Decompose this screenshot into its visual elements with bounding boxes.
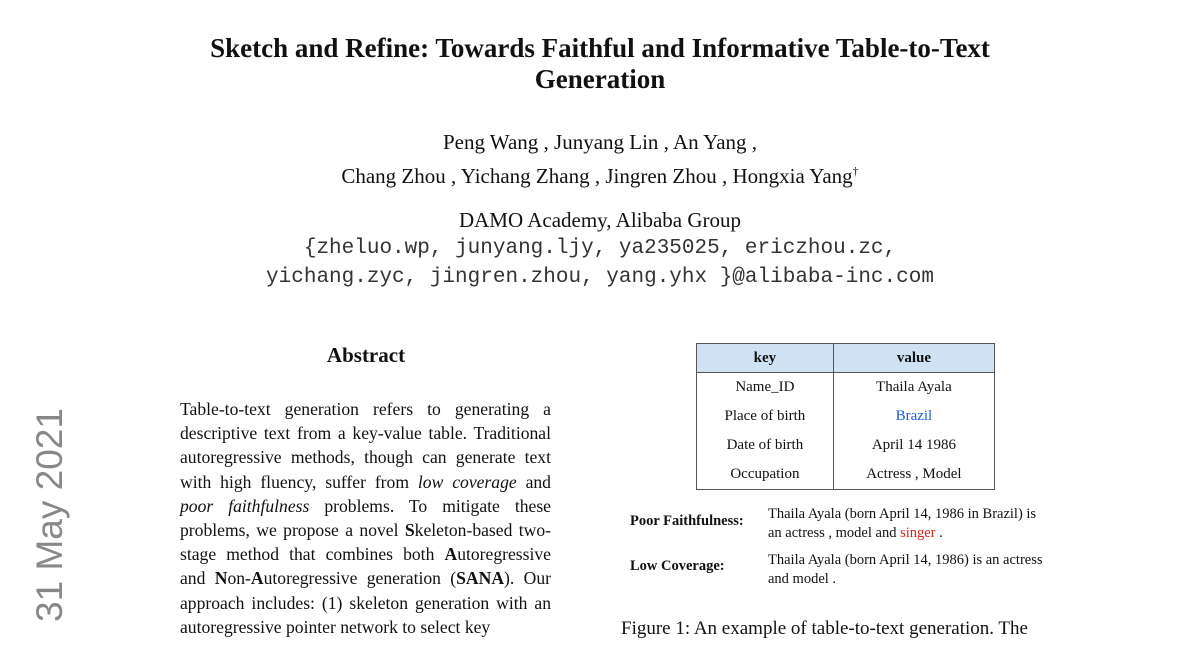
abstract-body [180,397,551,639]
table-cell-value: Thaila Ayala [833,373,994,403]
abstract-paragraph [180,397,551,639]
low-coverage-label: Low Coverage: [630,558,725,574]
abstract-text: and [516,471,551,492]
abstract-bold: A [444,544,458,565]
table-row [697,402,995,431]
abstract-text: Table-to-text generation refers to generating a descriptive text from a key-value table. Traditional autoregressive methods, though can generate text with high fluency, suffer from [180,399,551,492]
table-cell-key: Date of birth [697,431,834,460]
paper-title [100,33,1100,95]
emails-line-2: yichang.zyc, jingren.zhou, yang.yhx }@alibaba-inc.com [266,266,934,289]
abstract-bold: SANA [456,568,505,589]
poor-faithfulness-text [768,505,1053,543]
abstract-heading: Abstract [326,343,406,367]
arxiv-date-stamp: 31 May 2021 [29,408,70,622]
figure-caption: Figure 1: An example of table-to-text generation. The [621,618,1028,639]
abstract-text: on- [227,568,251,589]
author-list [100,128,1100,191]
table-cell-key: Occupation [697,460,834,490]
table-header-key: key [697,344,834,373]
abstract-text: ). Our approach includes: (1) skeleton generation with an autoregressive pointer network to select key [180,568,551,637]
emails-line-1: {zheluo.wp, junyang.ljy, ya235025, ericzhou.zc, [303,237,897,260]
table-cell-key: Place of birth [697,402,834,431]
authors-line-1: Peng Wang , Junyang Lin , An Yang , [442,130,758,154]
table-cell-value: April 14 1986 [833,431,994,460]
abstract-emphasis: low coverage [417,471,517,492]
abstract-bold: S [404,520,415,541]
dagger-mark: † [852,164,859,178]
example-text: Thaila Ayala (born April 14, 1986 in Brazil) is an actress , model and [768,506,1037,541]
authors-line-2 [100,157,1100,191]
table-row [697,460,995,490]
table-header-value: value [833,344,994,373]
abstract-text: utoregressive generation ( [263,568,457,589]
table-row [697,431,995,460]
affiliation: DAMO Academy, Alibaba Group [458,208,742,232]
table-header-row [697,344,995,373]
title-line-1: Sketch and Refine: Towards Faithful and Informative Table-to-Text [210,33,990,63]
poor-faithfulness-label: Poor Faithfulness: [630,513,744,529]
hallucinated-word: singer [900,525,936,541]
email-list [100,234,1100,292]
abstract-text: problems. To mitigate these problems, we propose a novel [180,495,551,541]
example-text: . [935,525,943,541]
table-cell-value: Brazil [833,402,994,431]
abstract-bold: N [214,568,228,589]
abstract-bold: A [250,568,264,589]
key-value-table [696,343,995,490]
low-coverage-text: Thaila Ayala (born April 14, 1986) is an actress and model . [768,552,1043,587]
abstract-text: utoregressive and [180,544,551,589]
title-line-2: Generation [534,64,666,94]
table-row [697,373,995,403]
abstract-emphasis: poor faithfulness [180,495,310,516]
table-cell-value: Actress , Model [833,460,994,490]
authors-line-2-text: Chang Zhou , Yichang Zhang , Jingren Zhou , Hongxia Yang [341,164,853,188]
table-cell-key: Name_ID [697,373,834,403]
abstract-text: keleton-based two-stage method that combines both [180,520,551,565]
